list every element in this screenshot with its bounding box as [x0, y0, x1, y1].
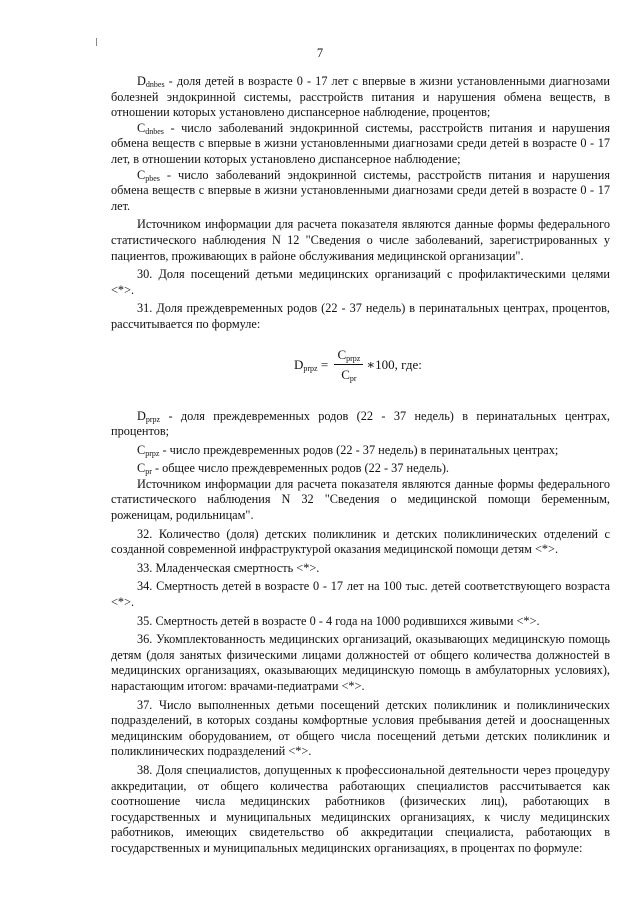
formula-prpz [111, 337, 610, 403]
item-34: 34. Смертность детей в возрасте 0 - 17 лет на 100 тыс. детей соответствующего возраста <*>. [111, 579, 610, 610]
definition-d-dnbes: $D_{dnbes}$ - доля детей в возрасте 0 - 17 лет с впервые в жизни установленными диагнозами болезней эндокринной системы, расстройств питания и нарушения обмена веществ, в отношении которых установлено диспансерное наблюдение, процентов; [111, 74, 610, 120]
source-form-32: Источником информации для расчета показателя являются данные формы федерального статистического наблюдения N 32 "Сведения о медицинской помощи беременным, роженицам, родильницам". [111, 476, 610, 523]
item-31: 31. Доля преждевременных родов (22 - 37 недель) в перинатальных центрах, процентов, рассчитывается по формуле: [111, 301, 610, 331]
formula-tail: ∗100, где: [366, 356, 422, 372]
item-35: 35. Смертность детей в возрасте 0 - 4 года на 1000 родившихся живыми <*>. [137, 613, 540, 628]
definition-d-prpz: $D_{prpz}$ - доля преждевременных родов (22 - 37 недель) в перинатальных центрах, процентов; [111, 408, 610, 439]
item-37: 37. Число выполненных детьми посещений детских поликлиник и поликлинических подразделений, в которых созданы комфортные условия пребывания детей и дооснащенных медицинским оборудованием, от общего числа посещений детьми детских поликлиник и поликлинических подразделений <*>. [111, 697, 610, 759]
formula-numerator: $C_{prpz}$ [334, 347, 363, 366]
document-body [111, 74, 610, 857]
item-36: 36. Укомплектованность медицинских организаций, оказывающих медицинскую помощь детям (доля занятых физическими лицами должностей от общего количества должностей в медицинских организациях, оказывающих медицинскую помощь в амбулаторных условиях), нарастающим итогом: врачами-педиатрами <*>. [111, 632, 610, 693]
definition-c-prpz: $C_{prpz}$ - число преждевременных родов (22 - 37 недель) в перинатальных центрах; [137, 442, 559, 458]
definition-c-pbes: $C_{pbes}$ - число заболеваний эндокринной системы, расстройств питания и нарушения обмена веществ с впервые в жизни установленными диагнозами среди детей в возрасте 0 - 17 лет. [111, 167, 610, 213]
source-form-12: Источником информации для расчета показателя являются данные формы федерального статистического наблюдения N 12 "Сведения о числе заболеваний, зарегистрированных у пациентов, проживающих в районе обслуживания медицинской организации". [111, 217, 610, 263]
formula-lhs: $D_{prpz}$ [294, 356, 318, 373]
item-30: 30. Доля посещений детьми медицинских организаций с профилактическими целями <*>. [111, 267, 610, 297]
item-38: 38. Доля специалистов, допущенных к профессиональной деятельности через процедуру аккредитации, от общего количества работающих специалистов рассчитывается как соотношение числа медицинских работников (физических лиц), работающих в государственных и муниципальных медицинских организациях, к числу медицинских работников, имеющих свидетельство об аккредитации специалиста, работающих в государственных и муниципальных медицинских организациях, в процентах по формуле: [111, 762, 610, 855]
definition-c-pr: $C_{pr}$ - общее число преждевременных родов (22 - 37 недель). [137, 461, 449, 477]
page-number: 7 [316, 46, 324, 60]
formula-denominator: $C_{pr}$ [341, 367, 357, 384]
definition-c-dnbes: $C_{dnbes}$ - число заболеваний эндокринной системы, расстройств питания и нарушения обмена веществ с впервые в жизни установленными диагнозами среди детей в возрасте 0 - 17 лет, в отношении которых установлено диспансерное наблюдение; [111, 120, 610, 166]
item-33: 33. Младенческая смертность <*>. [137, 560, 320, 575]
formula-equals: = [317, 356, 332, 372]
item-32: 32. Количество (доля) детских поликлиник и детских поликлинических отделений с созданной современной инфраструктурой оказания медицинской помощи детям <*>. [111, 526, 610, 557]
margin-mark [96, 38, 97, 46]
formula-fraction [334, 347, 363, 383]
